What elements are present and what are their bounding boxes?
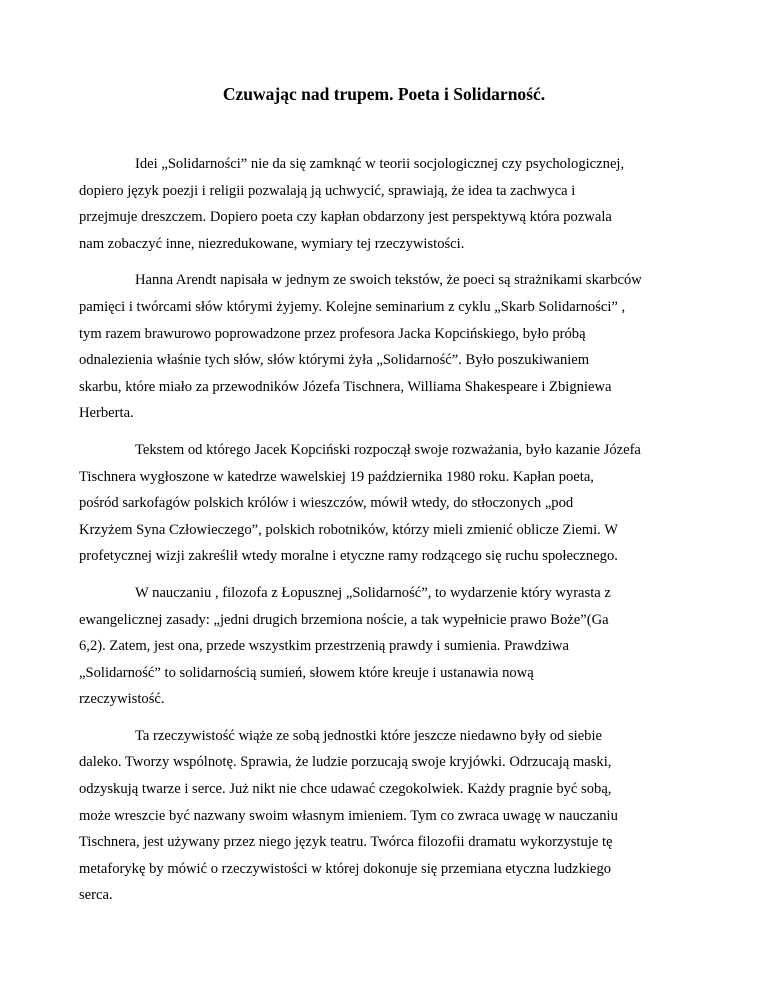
text-line: daleko. Tworzy wspólnotę. Sprawia, że ludzie porzucają swoje kryjówki. Odrzucają maski,	[79, 754, 612, 771]
paragraph-3	[79, 437, 685, 570]
text-line: odzyskują twarze i serce. Już nikt nie chce udawać czegokolwiek. Każdy pragnie być sobą,	[79, 781, 612, 798]
text-line: przejmuje dreszczem. Dopiero poeta czy kapłan obdarzony jest perspektywą która pozwala	[79, 209, 612, 226]
text-line: Ta rzeczywistość wiąże ze sobą jednostki które jeszcze niedawno były od siebie	[135, 727, 603, 744]
text-line: Tischnera, jest używany przez niego język teatru. Twórca filozofii dramatu wykorzystuje tę	[79, 834, 613, 851]
text-line: tym razem brawurowo poprowadzone przez profesora Jacka Kopcińskiego, było próbą	[79, 325, 586, 342]
text-line: Hanna Arendt napisała w jednym ze swoich tekstów, że poeci są strażnikami skarbców	[135, 272, 642, 289]
text-line: pamięci i twórcami słów którymi żyjemy. Kolejne seminarium z cyklu „Skarb Solidarności” ,	[79, 298, 626, 315]
text-line: pośród sarkofagów polskich królów i wieszczów, mówił wtedy, do stłoczonych „pod	[79, 495, 574, 512]
text-line: Herberta.	[79, 405, 134, 422]
text-line: „Solidarność” to solidarnością sumień, słowem które kreuje i ustanawia nową	[79, 664, 534, 681]
paragraph-2	[79, 267, 685, 427]
text-line: W nauczaniu , filozofa z Łopusznej „Solidarność”, to wydarzenie który wyrasta z	[135, 584, 611, 601]
text-line: Tekstem od którego Jacek Kopciński rozpoczął swoje rozważania, było kazanie Józefa	[135, 441, 641, 458]
text-line: dopiero język poezji i religii pozwalają ją uchwycić, sprawiają, że idea ta zachwyca i	[79, 182, 576, 199]
text-line: Krzyżem Syna Człowieczego”, polskich robotników, którzy mieli zmienić oblicze Ziemi. W	[79, 521, 618, 538]
text-line: metaforykę by mówić o rzeczywistości w której dokonuje się przemiana etyczna ludzkiego	[79, 860, 612, 877]
paragraph-5	[79, 723, 685, 909]
document-title: Czuwając nad trupem. Poeta i Solidarność.	[222, 84, 546, 104]
text-line: ewangelicznej zasady: „jedni drugich brzemiona noście, a tak wypełnicie prawo Boże”(Ga	[79, 611, 609, 628]
text-line: nam zobaczyć inne, niezredukowane, wymiary tej rzeczywistości.	[79, 235, 465, 252]
paragraph-4	[79, 580, 685, 713]
text-line: Tischnera wygłoszone w katedrze wawelskiej 19 października 1980 roku. Kapłan poeta,	[79, 468, 594, 485]
text-line: profetycznej wizji zakreślił wtedy moralne i etyczne ramy rodzącego się ruchu społecznego.	[79, 548, 618, 565]
document-body	[79, 151, 685, 919]
text-line: 6,2). Zatem, jest ona, przede wszystkim przestrzenią prawdy i sumienia. Prawdziwa	[79, 638, 569, 655]
text-line: skarbu, które miało za przewodników Józefa Tischnera, Williama Shakespeare i Zbigniewa	[79, 378, 612, 395]
text-line: rzeczywistość.	[79, 691, 165, 708]
text-line: Idei „Solidarności” nie da się zamknąć w teorii socjologicznej czy psychologicznej,	[135, 156, 625, 172]
paragraph-1	[79, 151, 685, 257]
text-line: może wreszcie być nazwany swoim własnym imieniem. Tym co zwraca uwagę w nauczaniu	[79, 807, 618, 824]
text-line: odnalezienia właśnie tych słów, słów którymi żyła „Solidarność”. Było poszukiwaniem	[79, 352, 590, 369]
text-line: serca.	[79, 887, 113, 904]
